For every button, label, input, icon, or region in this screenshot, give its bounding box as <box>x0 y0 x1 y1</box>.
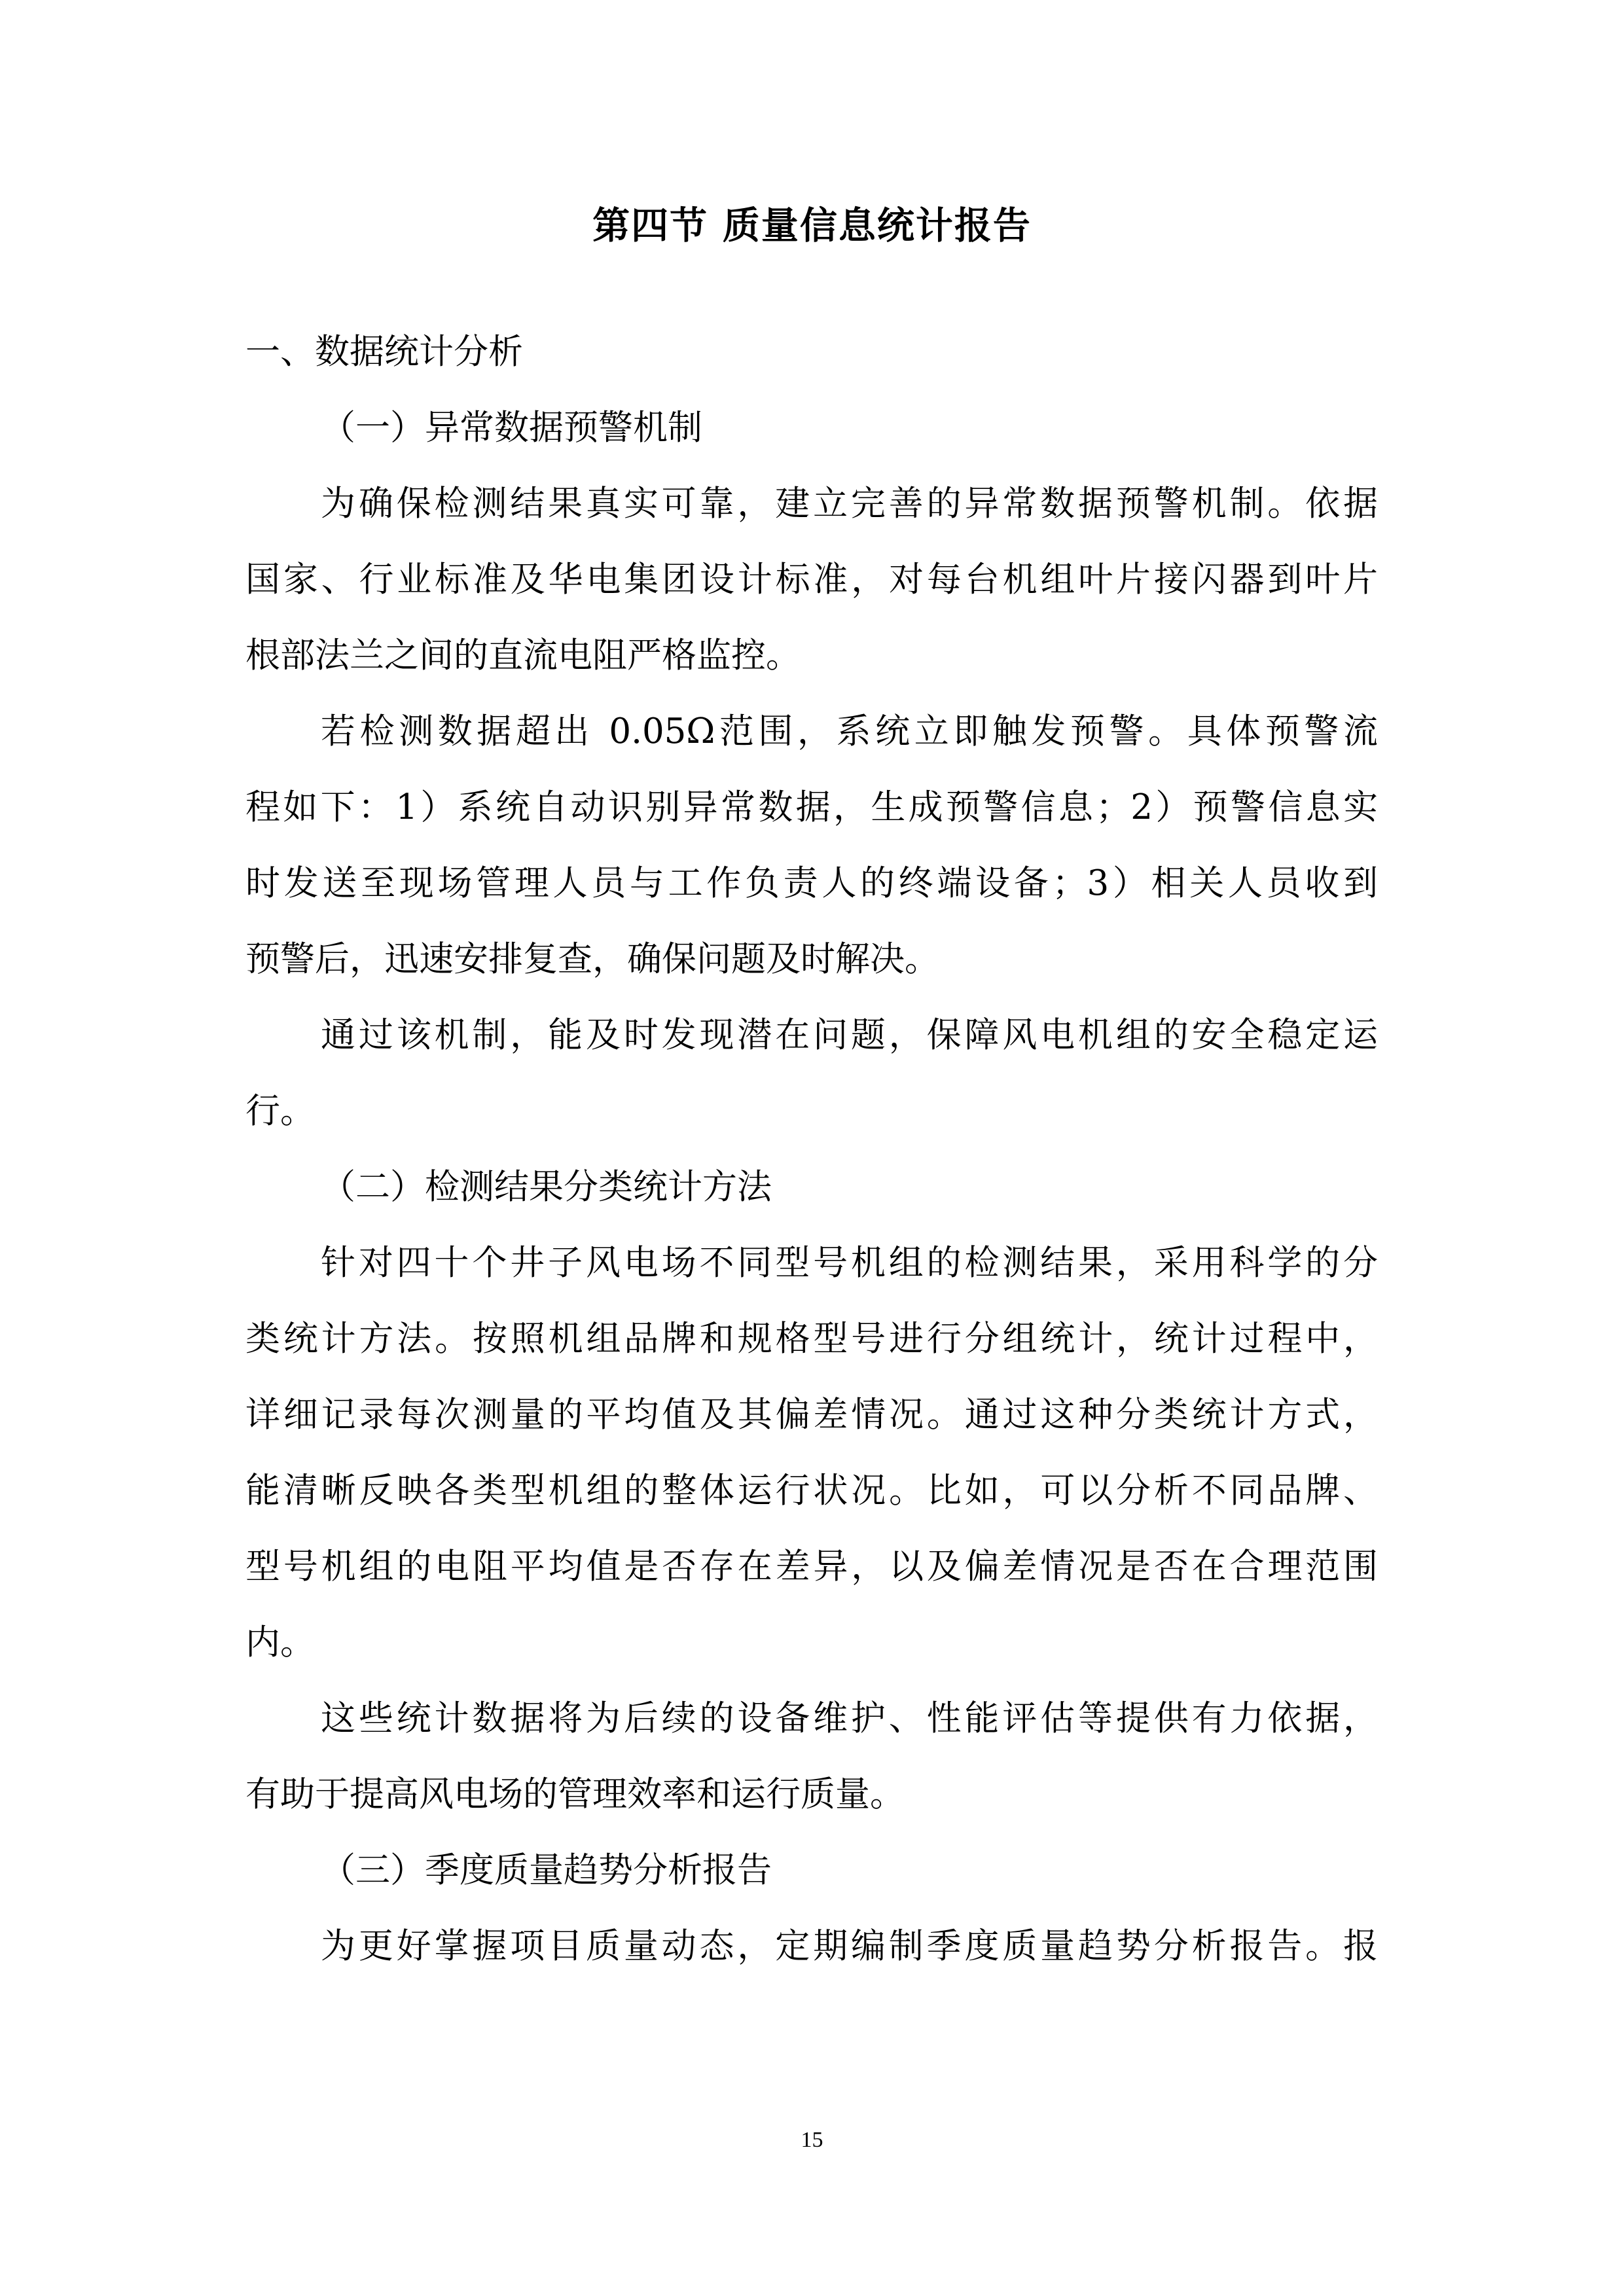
heading-level-2: （三）季度质量趋势分析报告 <box>321 1850 772 1890</box>
heading-level-2: （一）异常数据预警机制 <box>321 408 702 448</box>
paragraph-line: 内。 <box>245 1623 315 1662</box>
paragraph-line: 详细记录每次测量的平均值及其偏差情况。通过这种分类统计方式， <box>245 1395 1378 1435</box>
paragraph-line: 这些统计数据将为后续的设备维护、性能评估等提供有力依据， <box>321 1698 1378 1738</box>
paragraph-line: 程如下：1）系统自动识别异常数据，生成预警信息；2）预警信息实 <box>245 787 1378 827</box>
paragraph-line: 能清晰反映各类型机组的整体运行状况。比如，可以分析不同品牌、 <box>245 1471 1378 1511</box>
paragraph-line: 若检测数据超出 0.05Ω范围，系统立即触发预警。具体预警流 <box>321 711 1378 751</box>
paragraph-line: 预警后，迅速安排复查，确保问题及时解决。 <box>245 939 939 979</box>
paragraph-line: 有助于提高风电场的管理效率和运行质量。 <box>245 1774 905 1814</box>
paragraph-line: 类统计方法。按照机组品牌和规格型号进行分组统计，统计过程中， <box>245 1319 1378 1359</box>
paragraph-line: 行。 <box>245 1091 315 1131</box>
heading-level-1: 一、数据统计分析 <box>245 332 523 372</box>
section-title: 第四节 质量信息统计报告 <box>592 204 1032 247</box>
paragraph-line: 针对四十个井子风电场不同型号机组的检测结果，采用科学的分 <box>321 1243 1378 1283</box>
paragraph-line: 为更好掌握项目质量动态，定期编制季度质量趋势分析报告。报 <box>321 1926 1378 1966</box>
heading-level-2: （二）检测结果分类统计方法 <box>321 1167 772 1207</box>
paragraph-line: 通过该机制，能及时发现潜在问题，保障风电机组的安全稳定运 <box>321 1015 1378 1055</box>
paragraph-line: 型号机组的电阻平均值是否存在差异，以及偏差情况是否在合理范围 <box>245 1547 1378 1587</box>
page-number: 15 <box>801 2128 823 2152</box>
paragraph-line: 时发送至现场管理人员与工作负责人的终端设备；3）相关人员收到 <box>245 863 1378 903</box>
paragraph-line: 为确保检测结果真实可靠，建立完善的异常数据预警机制。依据 <box>321 484 1378 524</box>
paragraph-line: 国家、行业标准及华电集团设计标准，对每台机组叶片接闪器到叶片 <box>245 560 1378 600</box>
paragraph-line: 根部法兰之间的直流电阻严格监控。 <box>245 636 801 675</box>
